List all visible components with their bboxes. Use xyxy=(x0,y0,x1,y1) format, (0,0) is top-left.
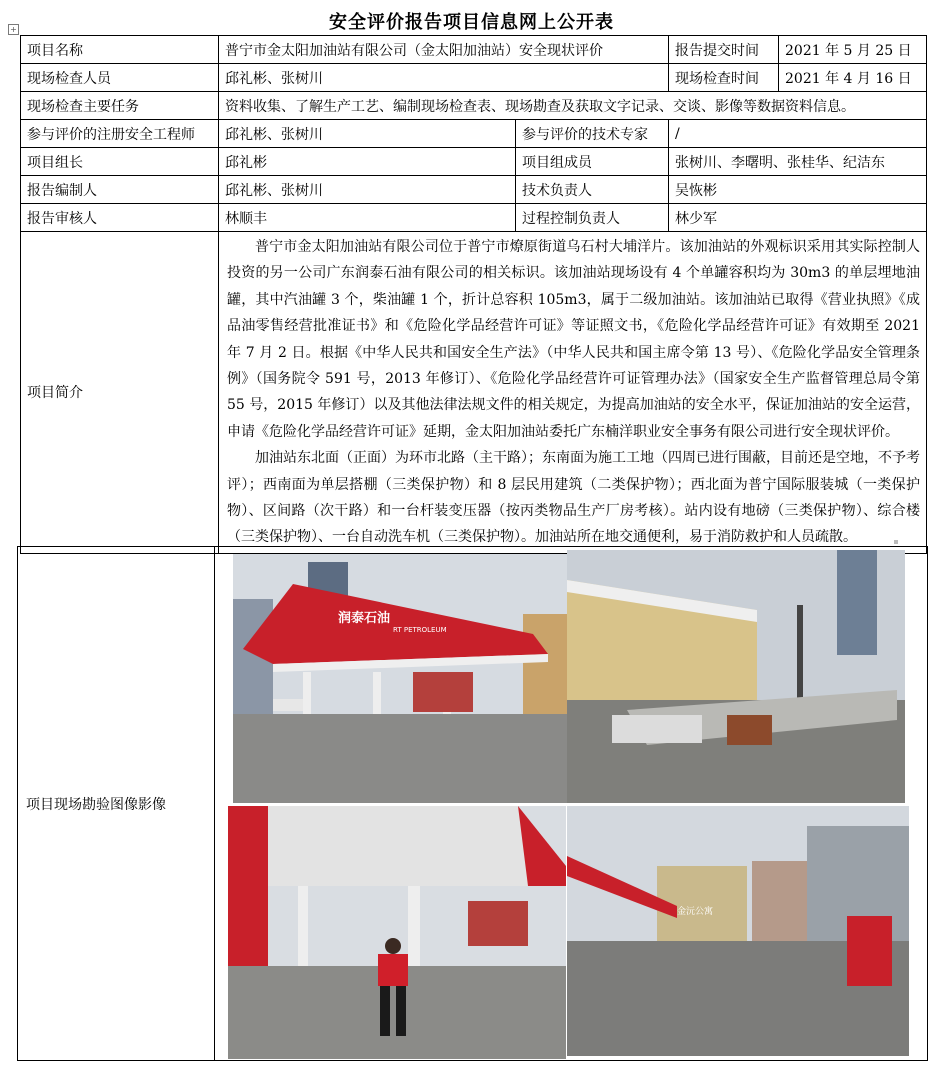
photos-label: 项目现场勘验图像影像 xyxy=(18,547,215,1061)
intro-paragraph-2: 加油站东北面（正面）为环市北路（主干路）；东南面为施工工地（四周已进行围蔽，目前还是空地，不予考评）；西南面为单层搭棚（三类保护物）和 8 层民用建筑（二类保护物）；西北面为普宁国际服装城（一类保护物）、区间路（次干路）和一台杆装变压器（按丙类物品生产厂房考核）。站内设有地磅（三类保护物）、综合楼（三类保护物）、一台自动洗车机（三类保护物）。加油站所在地交通便利，易于消防救护和人员疏散。 xyxy=(227,450,920,546)
experts-label: 参与评价的技术专家 xyxy=(516,120,669,148)
photos-cell xyxy=(215,547,928,1061)
process-lead: 林少军 xyxy=(669,204,927,232)
table-row xyxy=(21,204,927,232)
inspect-time: 2021 年 4 月 16 日 xyxy=(779,64,927,92)
project-name: 普宁市金太阳加油站有限公司（金太阳加油站）安全现状评价 xyxy=(219,36,669,64)
page-marker xyxy=(894,540,898,544)
inspectors: 邱礼彬、张树川 xyxy=(219,64,669,92)
editor: 邱礼彬、张树川 xyxy=(219,176,516,204)
process-lead-label: 过程控制负责人 xyxy=(516,204,669,232)
intro-text xyxy=(219,232,927,554)
intro-label: 项目简介 xyxy=(21,232,219,554)
experts: / xyxy=(669,120,927,148)
tech-lead-label: 技术负责人 xyxy=(516,176,669,204)
photo-inspector xyxy=(228,806,566,1059)
submit-time-label: 报告提交时间 xyxy=(669,36,779,64)
engineers-label: 参与评价的注册安全工程师 xyxy=(21,120,219,148)
table-row xyxy=(21,176,927,204)
engineers: 邱礼彬、张树川 xyxy=(219,120,516,148)
photos-table xyxy=(17,546,928,1061)
leader: 邱礼彬 xyxy=(219,148,516,176)
table-row xyxy=(18,547,928,1061)
members-label: 项目组成员 xyxy=(516,148,669,176)
table-row xyxy=(21,148,927,176)
submit-time: 2021 年 5 月 25 日 xyxy=(779,36,927,64)
project-name-label: 项目名称 xyxy=(21,36,219,64)
table-row xyxy=(21,120,927,148)
intro-paragraph-1: 普宁市金太阳加油站有限公司位于普宁市燎原街道乌石村大埔洋片。该加油站的外观标识采用其实际控制人投资的另一公司广东润泰石油有限公司的相关标识。该加油站现场设有 4 个单罐容积均为 30m3 的单层埋地油罐，其中汽油罐 3 个，柴油罐 1 个，折计总容积 105m3，属于二级加油站。该加油站已取得《营业执照》《成品油零售经营批准证书》和《危险化学品经营许可证》等证照文书，《危险化学品经营许可证》有效期至 2021 年 7 月 2 日。根据《中华人民共和国安全生产法》（中华人民共和国主席令第 13 号）、《危险化学品安全管理条例》（国务院令 591 号，2013 年修订）、《危险化学品经营许可证管理办法》（国家安全生产监督管理总局令第 55 号，2015 年修订）以及其他法律法规文件的相关规定，为提高加油站的安全水平，保证加油站的安全运营，申请《危险化学品经营许可证》延期，金太阳加油站委托广东楠洋职业安全事务有限公司进行安全现状评价。 xyxy=(227,239,920,440)
page-title: 安全评价报告项目信息网上公开表 xyxy=(329,12,614,33)
inspect-time-label: 现场检查时间 xyxy=(669,64,779,92)
inspectors-label: 现场检查人员 xyxy=(21,64,219,92)
canopy-brand-en-text: RT PETROLEUM xyxy=(393,626,447,634)
canopy-brand-text: 润泰石油 xyxy=(338,611,391,626)
tasks-label: 现场检查主要任务 xyxy=(21,92,219,120)
sign-building-text: 金沅公寓 xyxy=(677,907,714,917)
table-row xyxy=(21,92,927,120)
reviewer: 林顺丰 xyxy=(219,204,516,232)
tech-lead: 吴恢彬 xyxy=(669,176,927,204)
photo-station-canopy xyxy=(233,554,567,803)
table-anchor-icon[interactable]: + xyxy=(8,24,19,35)
editor-label: 报告编制人 xyxy=(21,176,219,204)
tasks: 资料收集、了解生产工艺、编制现场检查表、现场勘查及获取文字记录、交谈、影像等数据资料信息。 xyxy=(219,92,927,120)
photo-street-view xyxy=(567,806,909,1056)
leader-label: 项目组长 xyxy=(21,148,219,176)
reviewer-label: 报告审核人 xyxy=(21,204,219,232)
table-row xyxy=(21,36,927,64)
table-row xyxy=(21,232,927,554)
info-table xyxy=(20,35,927,554)
members: 张树川、李曙明、张桂华、纪洁东 xyxy=(669,148,927,176)
table-row xyxy=(21,64,927,92)
photo-tank-area xyxy=(567,550,905,803)
